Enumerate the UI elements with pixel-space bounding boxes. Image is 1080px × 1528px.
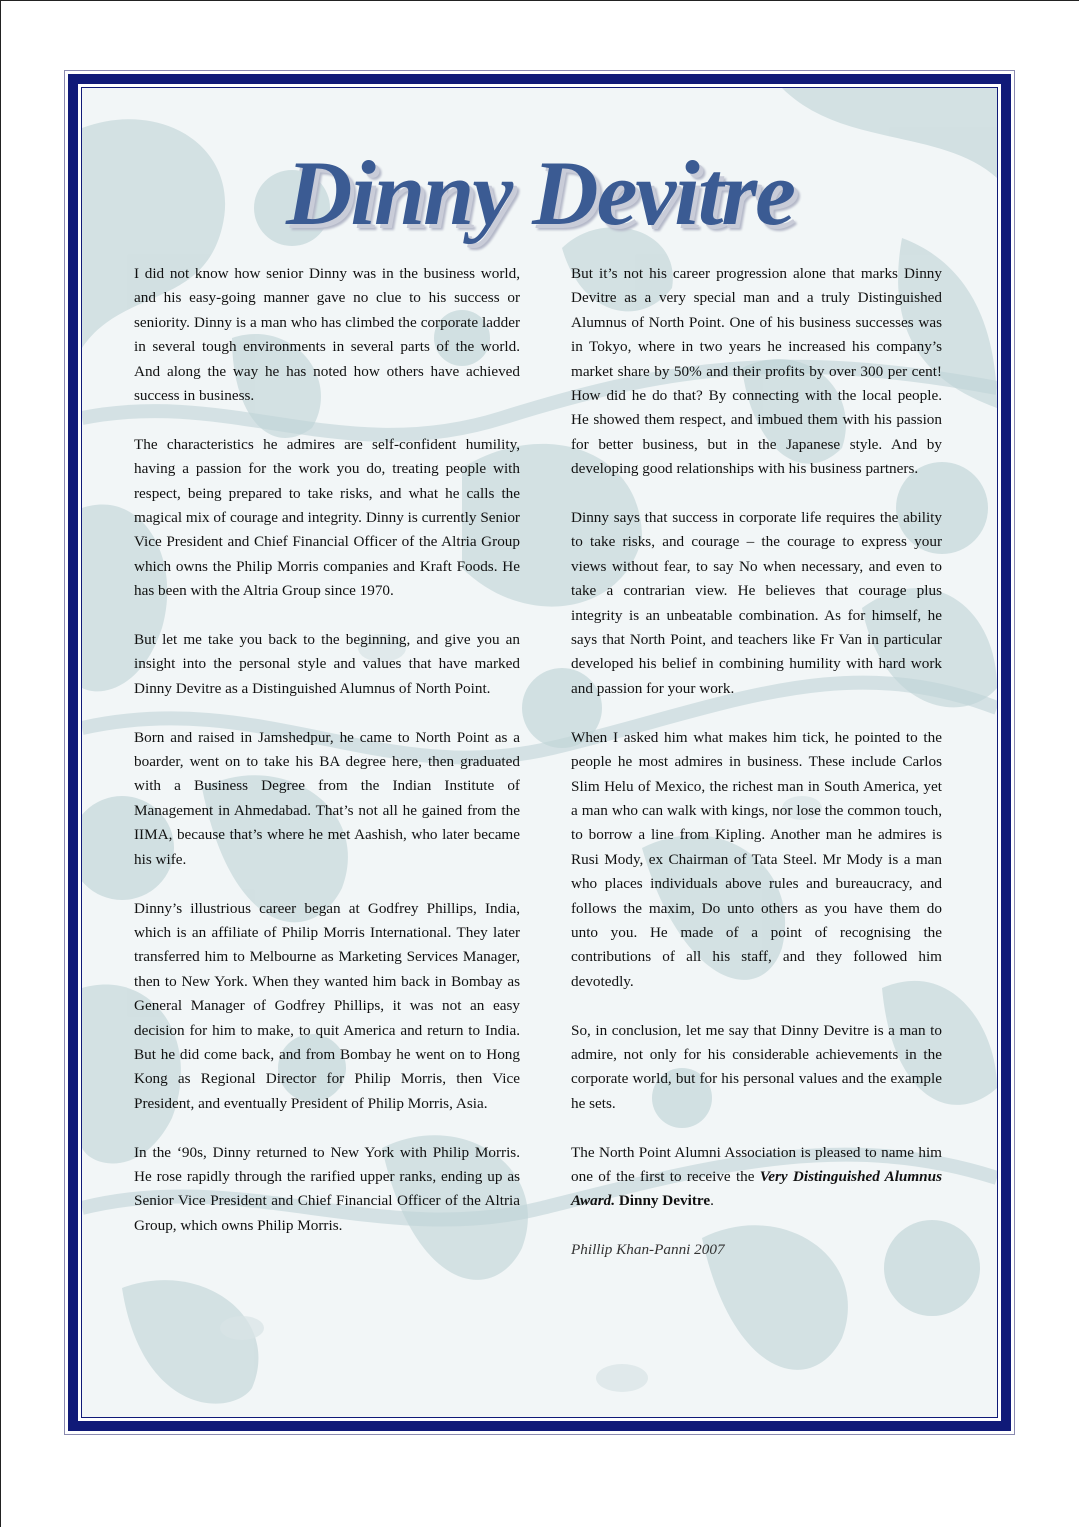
award-title: Very Distinguished Alumnus Award. xyxy=(571,1167,942,1210)
author-signature: Phillip Khan-Panni 2007 xyxy=(571,1241,725,1259)
paragraph: The characteristics he admires are self-confident humility, having a passion for the work you do, treating people with respect, being prepared to take risks, and what he calls the magical mix of courage and integrity. Dinny is currently Senior Vice President and Chief Financial Officer of the Altria Group which owns the Philip Morris companies and Kraft Foods. He has been with the Altria Group since 1970. xyxy=(134,435,520,600)
paragraph: Born and raised in Jamshedpur, he came to North Point as a boarder, went on to take his BA degree here, then graduated with a Business Degree from the Indian Institute of Management in Ahmedabad. That’s not all he gained from the IIMA, because that’s where he met Aashish, who later became his wife. xyxy=(134,728,520,868)
closing-intro: The North Point Alumni Association is pleased to name him one of the first to receive the xyxy=(571,1143,942,1185)
page-title: Dinny Devitre xyxy=(285,142,795,244)
paragraph: In the ‘90s, Dinny returned to New York with Philip Morris. He rose rapidly through the rarified upper ranks, ending up as Senior Vice President and Chief Financial Officer of the Altria Group, which owns Philip Morris. xyxy=(134,1143,520,1234)
paragraph: So, in conclusion, let me say that Dinny Devitre is a man to admire, not only for his considerable achievements in the corporate world, but for his personal values and the example he sets. xyxy=(571,1021,942,1112)
left-column xyxy=(134,262,520,1263)
paragraph: Dinny says that success in corporate life requires the ability to take risks, and courage – the courage to express your views without fear, to say No when necessary, and even to take a contrarian view. He believes that courage plus integrity is an unbeatable combination. As for himself, he says that North Point, and teachers like Fr Van in particular developed his belief in combining humility with hard work and passion for your work. xyxy=(571,509,942,697)
paragraph: But it’s not his career progression alone that marks Dinny Devitre as a very special man and a truly Distinguished Alumnus of North Point. One of his business successes was in Tokyo, where in two years he increased his company’s market share by 50% and their profits by over 300 per cent! How did he do that? By connecting with the local people. He showed them respect, and imbued them with his passion for better business, but in the Japanese style. And by developing good relationships with his business partners. xyxy=(571,265,942,478)
awardee-name: Dinny Devitre xyxy=(618,1192,711,1210)
paragraph: Dinny’s illustrious career began at Godfrey Phillips, India, which is an affiliate of Philip Morris International. They later transferred him to Melbourne as Marketing Services Manager, then to New York. When they wanted him back in Bombay as General Manager of Godfrey Phillips, it was not an easy decision for him to make, to quit America and return to India. But he did come back, and from Bombay he went on to Hong Kong as Regional Director for Philip Morris, then Vice President, and eventually President of Philip Morris, Asia. xyxy=(134,899,520,1112)
paragraph: I did not know how senior Dinny was in the business world, and his easy-going manner gave no clue to his success or seniority. Dinny is a man who has climbed the corporate ladder in several tough environments in several parts of the world. And along the way he has noted how others have achieved success in business. xyxy=(134,265,520,405)
closing-paragraph xyxy=(571,1141,942,1214)
right-column xyxy=(571,262,942,1287)
paragraph: When I asked him what makes him tick, he pointed to the people he most admires in business. These include Carlos Slim Helu of Mexico, the richest man in South America, yet a man who can walk with kings, nor lose the common touch, to borrow a line from Kipling. Another man he admires is Rusi Mody, ex Chairman of Tata Steel. Mr Mody is a man who places individuals above rules and bureaucracy, and follows the maxim, Do unto others as you have them do unto you. He made of a point of recognising the contributions of all his staff, and they followed him devotedly. xyxy=(571,728,942,990)
paragraph: But let me take you back to the beginning, and give you an insight into the personal style and values that have marked Dinny Devitre as a Distinguished Alumnus of North Point. xyxy=(134,631,520,697)
closing-end: . xyxy=(710,1192,714,1210)
